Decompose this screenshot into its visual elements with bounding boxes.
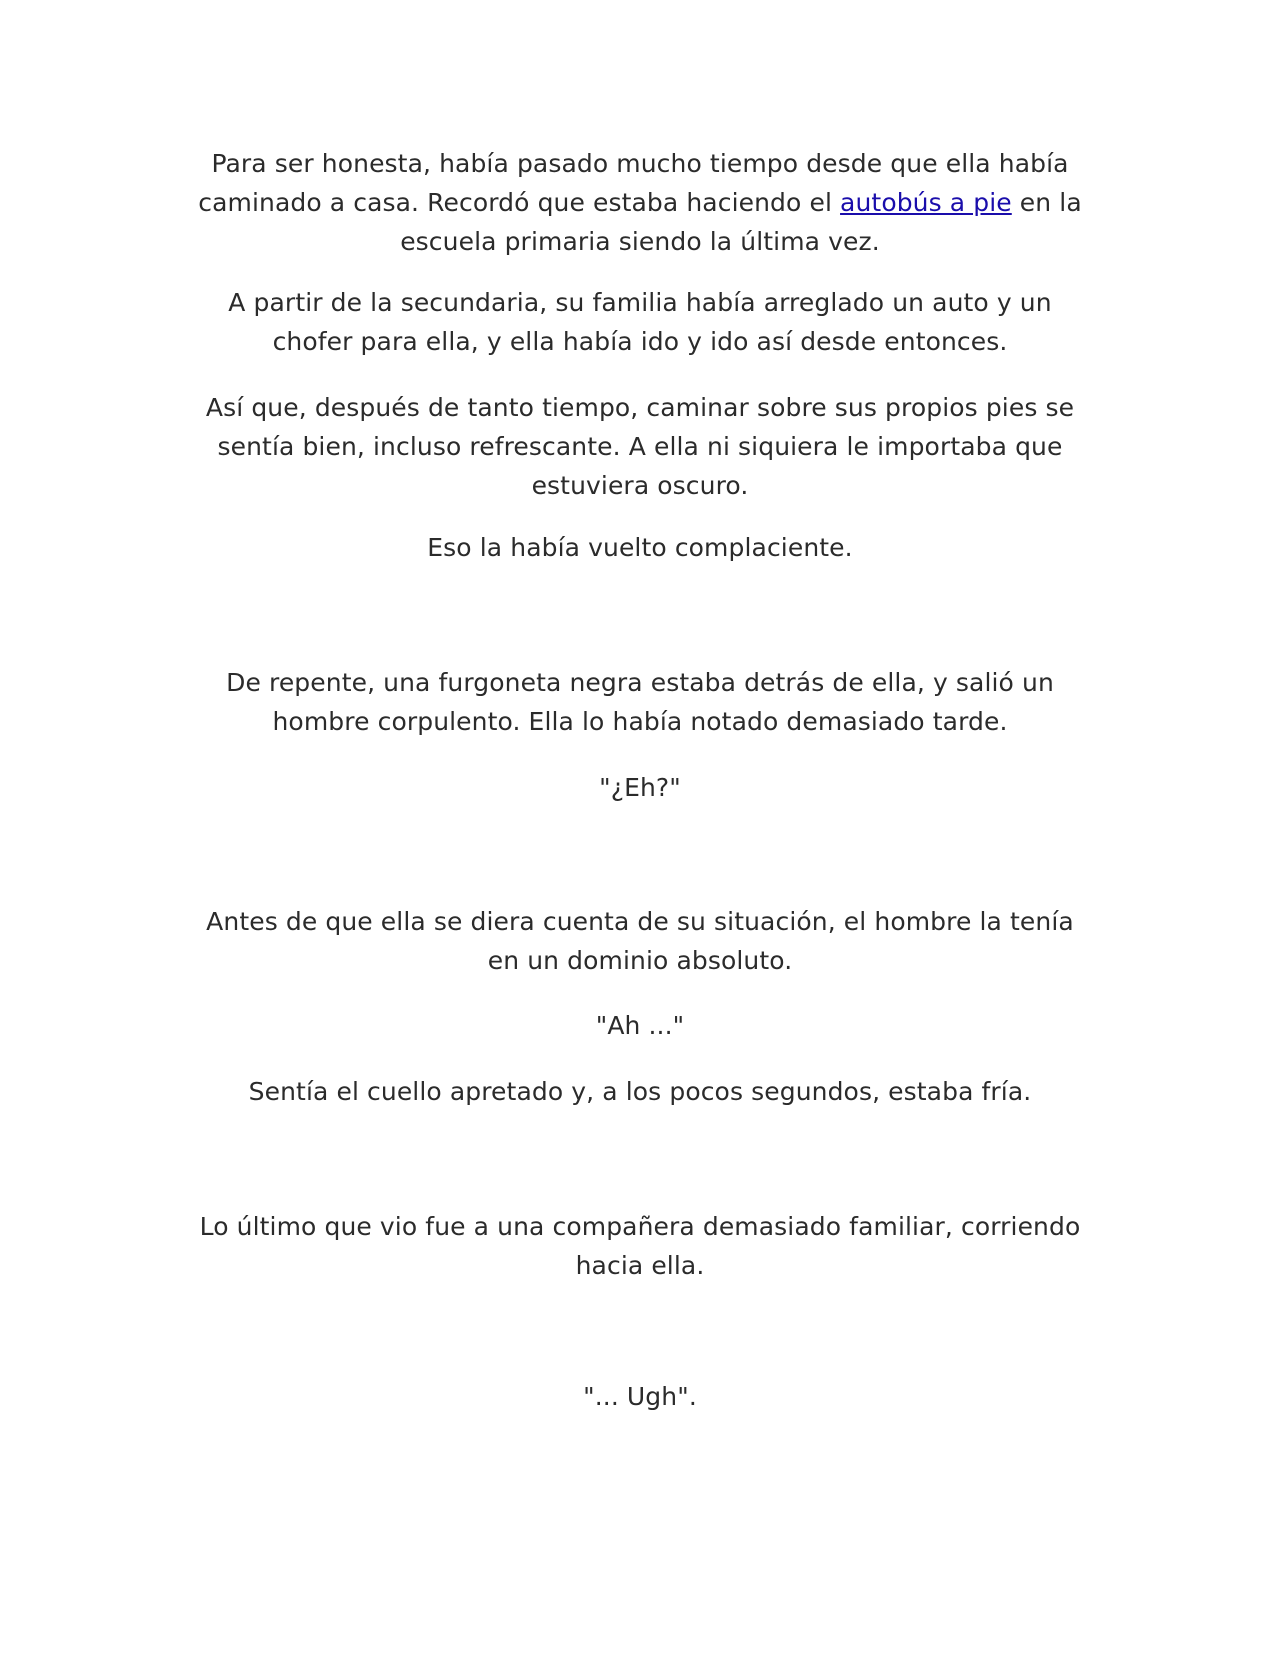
paragraph-8: "Ah ..." xyxy=(595,1011,685,1040)
paragraph-11: "... Ugh". xyxy=(583,1382,697,1411)
paragraph-5: De repente, una furgoneta negra estaba detrás de ella, y salió un hombre corpulento. Ella lo había notado demasiado tarde. xyxy=(226,668,1054,736)
paragraph-4: Eso la había vuelto complaciente. xyxy=(427,533,853,562)
paragraph-2: A partir de la secundaria, su familia había arreglado un auto y un chofer para ella, y ella había ido y ido así desde entonces. xyxy=(228,288,1052,356)
autobus-a-pie-link[interactable]: autobús a pie xyxy=(840,188,1012,217)
paragraph-9: Sentía el cuello apretado y, a los pocos segundos, estaba fría. xyxy=(248,1077,1032,1106)
paragraph-1 xyxy=(190,144,1090,261)
paragraph-10: Lo último que vio fue a una compañera demasiado familiar, corriendo hacia ella. xyxy=(199,1212,1081,1280)
paragraph-3: Así que, después de tanto tiempo, caminar sobre sus propios pies se sentía bien, incluso refrescante. A ella ni siquiera le importaba que estuviera oscuro. xyxy=(205,393,1075,500)
paragraph-7: Antes de que ella se diera cuenta de su situación, el hombre la tenía en un dominio absoluto. xyxy=(206,907,1074,975)
paragraph-6: "¿Eh?" xyxy=(599,773,681,802)
paragraph-1-text-after: en la escuela primaria siendo la última vez. xyxy=(400,188,1082,256)
paragraph-1-text-before: Para ser honesta, había pasado mucho tiempo desde que ella había caminado a casa. Recordó que estaba haciendo el xyxy=(198,149,1069,217)
